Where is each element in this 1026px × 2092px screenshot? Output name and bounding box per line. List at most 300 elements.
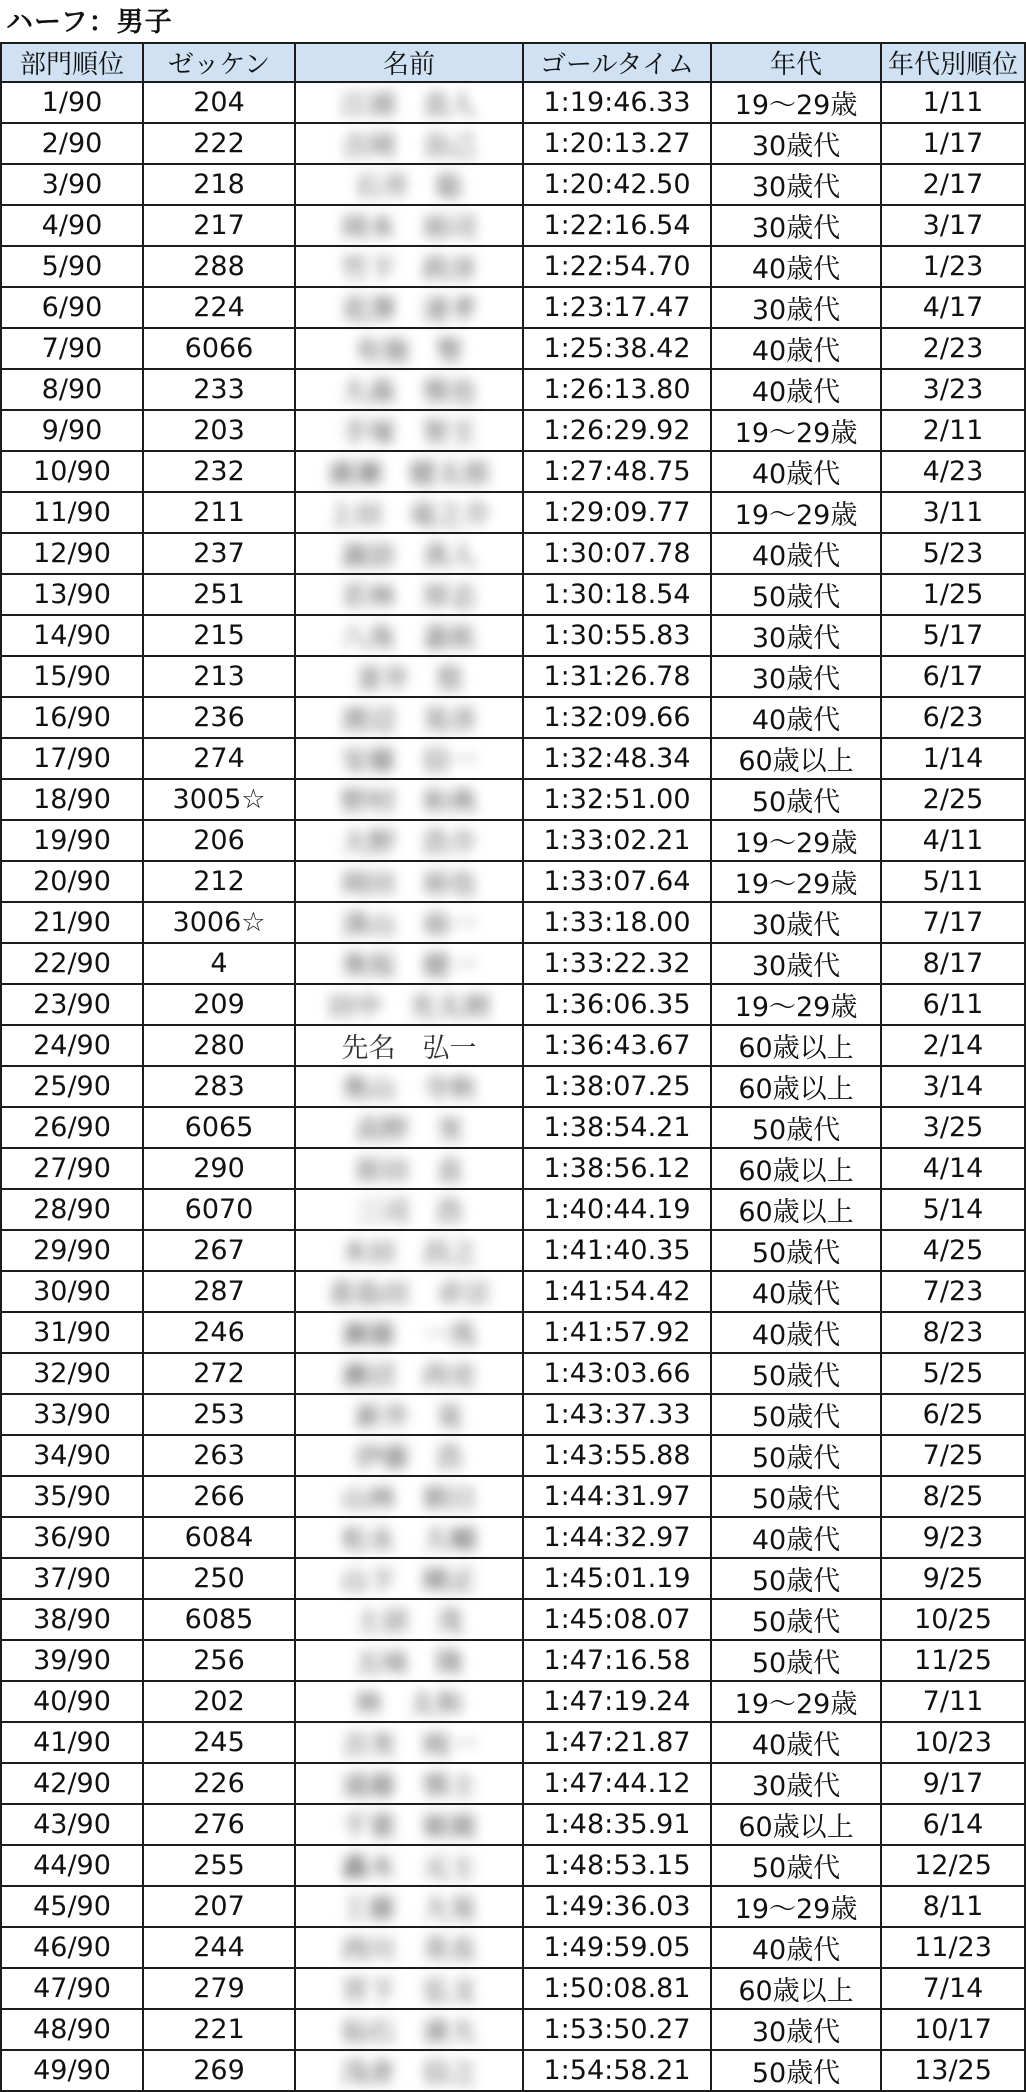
runner-name: 原田 直 (355, 1156, 463, 1187)
cell-age-rank: 3/23 (881, 369, 1025, 410)
cell-age-group: 50歳代 (711, 1640, 881, 1681)
cell-bib: 217 (143, 205, 295, 246)
runner-name: 遠藤 慎士 (341, 1771, 477, 1802)
cell-rank: 38/90 (1, 1599, 143, 1640)
table-row (1, 1107, 1025, 1148)
runner-name: 伊藤 浩 (355, 1443, 463, 1474)
cell-bib: 274 (143, 738, 295, 779)
cell-age-group: 50歳代 (711, 1558, 881, 1599)
table-row (1, 287, 1025, 328)
cell-goal-time: 1:33:02.21 (523, 820, 711, 861)
cell-age-group: 40歳代 (711, 246, 881, 287)
cell-age-group: 40歳代 (711, 451, 881, 492)
cell-age-group: 50歳代 (711, 1394, 881, 1435)
header-age-group: 年代 (711, 43, 881, 82)
cell-age-rank: 5/25 (881, 1353, 1025, 1394)
table-row (1, 1558, 1025, 1599)
table-row (1, 82, 1025, 123)
cell-goal-time: 1:45:08.07 (523, 1599, 711, 1640)
cell-goal-time: 1:27:48.75 (523, 451, 711, 492)
cell-age-group: 40歳代 (711, 697, 881, 738)
runner-name: 岡田 裕也 (341, 869, 477, 900)
cell-name (295, 984, 523, 1025)
cell-age-rank: 4/11 (881, 820, 1025, 861)
cell-age-rank: 8/23 (881, 1312, 1025, 1353)
cell-goal-time: 1:38:56.12 (523, 1148, 711, 1189)
cell-age-rank: 1/25 (881, 574, 1025, 615)
cell-name (295, 410, 523, 451)
cell-rank: 28/90 (1, 1189, 143, 1230)
cell-name (295, 1722, 523, 1763)
cell-bib: 288 (143, 246, 295, 287)
table-row (1, 492, 1025, 533)
cell-goal-time: 1:20:13.27 (523, 123, 711, 164)
cell-bib: 256 (143, 1640, 295, 1681)
cell-bib: 224 (143, 287, 295, 328)
cell-bib: 215 (143, 615, 295, 656)
cell-goal-time: 1:48:53.15 (523, 1845, 711, 1886)
cell-age-rank: 2/11 (881, 410, 1025, 451)
table-row (1, 738, 1025, 779)
cell-name (295, 369, 523, 410)
cell-age-group: 50歳代 (711, 574, 881, 615)
cell-rank: 42/90 (1, 1763, 143, 1804)
cell-age-rank: 5/14 (881, 1189, 1025, 1230)
cell-rank: 19/90 (1, 820, 143, 861)
table-row (1, 574, 1025, 615)
table-row (1, 2009, 1025, 2050)
cell-rank: 14/90 (1, 615, 143, 656)
cell-age-rank: 4/25 (881, 1230, 1025, 1271)
cell-name (295, 1599, 523, 1640)
cell-name (295, 328, 523, 369)
cell-name (295, 123, 523, 164)
runner-name: 若林 厚志 (341, 582, 477, 613)
cell-name (295, 492, 523, 533)
cell-age-group: 60歳以上 (711, 1189, 881, 1230)
cell-rank: 29/90 (1, 1230, 143, 1271)
cell-age-group: 50歳代 (711, 1599, 881, 1640)
cell-bib: 283 (143, 1066, 295, 1107)
cell-name (295, 451, 523, 492)
runner-name: 手塚 智王 (341, 418, 477, 449)
cell-name (295, 2050, 523, 2091)
cell-goal-time: 1:48:35.91 (523, 1804, 711, 1845)
cell-age-rank: 7/25 (881, 1435, 1025, 1476)
header-bib: ゼッケン (143, 43, 295, 82)
runner-name: 廣瀬 健太郎 (328, 459, 490, 490)
table-row (1, 1025, 1025, 1066)
runner-name: 花澤 達孝 (341, 295, 477, 326)
cell-age-group: 40歳代 (711, 369, 881, 410)
cell-rank: 36/90 (1, 1517, 143, 1558)
cell-bib: 218 (143, 164, 295, 205)
cell-rank: 40/90 (1, 1681, 143, 1722)
cell-goal-time: 1:32:51.00 (523, 779, 711, 820)
table-row (1, 1681, 1025, 1722)
cell-age-group: 30歳代 (711, 1763, 881, 1804)
cell-name (295, 902, 523, 943)
runner-name: 轟木 元士 (341, 1853, 477, 1884)
table-row (1, 1230, 1025, 1271)
runner-name: 八角 嘉紘 (341, 623, 477, 654)
page-title: ハーフ：男子 (6, 7, 173, 38)
cell-age-group: 30歳代 (711, 123, 881, 164)
cell-goal-time: 1:33:18.00 (523, 902, 711, 943)
cell-age-rank: 5/17 (881, 615, 1025, 656)
cell-rank: 49/90 (1, 2050, 143, 2091)
cell-goal-time: 1:32:09.66 (523, 697, 711, 738)
header-rank: 部門順位 (1, 43, 143, 82)
cell-bib: 222 (143, 123, 295, 164)
runner-name: 高野 実 (355, 1115, 463, 1146)
results-table (0, 42, 1026, 2092)
table-row (1, 779, 1025, 820)
cell-age-rank: 4/14 (881, 1148, 1025, 1189)
table-row (1, 1148, 1025, 1189)
cell-goal-time: 1:22:54.70 (523, 246, 711, 287)
cell-rank: 4/90 (1, 205, 143, 246)
runner-name: 工藤 大晃 (341, 1894, 477, 1925)
cell-age-group: 60歳以上 (711, 1066, 881, 1107)
cell-name (295, 2009, 523, 2050)
cell-age-rank: 6/17 (881, 656, 1025, 697)
runner-name: 新井 晃 (355, 1402, 463, 1433)
cell-goal-time: 1:36:43.67 (523, 1025, 711, 1066)
cell-bib: 255 (143, 1845, 295, 1886)
cell-age-group: 60歳以上 (711, 738, 881, 779)
cell-goal-time: 1:19:46.33 (523, 82, 711, 123)
cell-age-group: 19〜29歳 (711, 1886, 881, 1927)
cell-bib: 211 (143, 492, 295, 533)
runner-name: 喜島田 卓宗 (328, 1279, 490, 1310)
cell-bib: 204 (143, 82, 295, 123)
cell-age-rank: 6/11 (881, 984, 1025, 1025)
cell-age-rank: 8/25 (881, 1476, 1025, 1517)
table-row (1, 1968, 1025, 2009)
table-row (1, 1517, 1025, 1558)
table-row (1, 943, 1025, 984)
cell-bib: 207 (143, 1886, 295, 1927)
cell-name (295, 533, 523, 574)
cell-goal-time: 1:54:58.21 (523, 2050, 711, 2091)
cell-age-rank: 4/23 (881, 451, 1025, 492)
cell-goal-time: 1:29:09.77 (523, 492, 711, 533)
cell-bib: 253 (143, 1394, 295, 1435)
cell-name (295, 1476, 523, 1517)
cell-goal-time: 1:25:38.42 (523, 328, 711, 369)
cell-age-rank: 4/17 (881, 287, 1025, 328)
cell-rank: 17/90 (1, 738, 143, 779)
header-age-rank: 年代別順位 (881, 43, 1025, 82)
cell-goal-time: 1:31:26.78 (523, 656, 711, 697)
cell-name (295, 1681, 523, 1722)
cell-bib: 3005☆ (143, 779, 295, 820)
cell-rank: 20/90 (1, 861, 143, 902)
table-row (1, 2050, 1025, 2091)
runner-name: 千葉 敏親 (341, 1812, 477, 1843)
table-row (1, 1763, 1025, 1804)
cell-age-rank: 10/17 (881, 2009, 1025, 2050)
cell-age-rank: 1/14 (881, 738, 1025, 779)
cell-goal-time: 1:50:08.81 (523, 1968, 711, 2009)
cell-rank: 22/90 (1, 943, 143, 984)
cell-age-group: 60歳以上 (711, 1968, 881, 2009)
table-row (1, 1476, 1025, 1517)
runner-name: 岡本 裕司 (341, 213, 477, 244)
runner-name: 山下 剛正 (341, 1566, 477, 1597)
runner-name: 木田 昌之 (341, 1238, 477, 1269)
cell-name (295, 246, 523, 287)
cell-name (295, 1927, 523, 1968)
cell-age-rank: 7/23 (881, 1271, 1025, 1312)
cell-rank: 7/90 (1, 328, 143, 369)
cell-bib: 269 (143, 2050, 295, 2091)
runner-name: 五味 隆 (355, 1648, 463, 1679)
cell-rank: 23/90 (1, 984, 143, 1025)
cell-bib: 6066 (143, 328, 295, 369)
cell-age-rank: 13/25 (881, 2050, 1025, 2091)
cell-bib: 232 (143, 451, 295, 492)
cell-age-group: 19〜29歳 (711, 82, 881, 123)
cell-rank: 12/90 (1, 533, 143, 574)
cell-age-group: 40歳代 (711, 533, 881, 574)
cell-goal-time: 1:41:54.42 (523, 1271, 711, 1312)
cell-age-group: 50歳代 (711, 1845, 881, 1886)
cell-age-rank: 3/25 (881, 1107, 1025, 1148)
cell-age-rank: 2/14 (881, 1025, 1025, 1066)
table-row (1, 1599, 1025, 1640)
cell-goal-time: 1:45:01.19 (523, 1558, 711, 1599)
cell-age-rank: 6/25 (881, 1394, 1025, 1435)
cell-goal-time: 1:32:48.34 (523, 738, 711, 779)
cell-name (295, 1394, 523, 1435)
cell-name (295, 574, 523, 615)
cell-goal-time: 1:53:50.27 (523, 2009, 711, 2050)
cell-age-rank: 2/23 (881, 328, 1025, 369)
table-row (1, 1189, 1025, 1230)
cell-goal-time: 1:30:55.83 (523, 615, 711, 656)
table-row (1, 656, 1025, 697)
runner-name: 瀬藤 一馬 (341, 1320, 477, 1351)
cell-name (295, 1025, 523, 1066)
cell-age-group: 30歳代 (711, 902, 881, 943)
cell-name (295, 1845, 523, 1886)
cell-name (295, 1763, 523, 1804)
cell-age-rank: 3/11 (881, 492, 1025, 533)
cell-goal-time: 1:38:07.25 (523, 1066, 711, 1107)
cell-bib: 233 (143, 369, 295, 410)
cell-bib: 244 (143, 1927, 295, 1968)
cell-goal-time: 1:41:40.35 (523, 1230, 711, 1271)
results-body (1, 82, 1025, 2091)
cell-age-group: 50歳代 (711, 1230, 881, 1271)
header-time: ゴールタイム (523, 43, 711, 82)
cell-age-rank: 10/25 (881, 1599, 1025, 1640)
cell-rank: 27/90 (1, 1148, 143, 1189)
runner-name: 瀬沼 尚史 (341, 1361, 477, 1392)
cell-goal-time: 1:36:06.35 (523, 984, 711, 1025)
table-row (1, 1640, 1025, 1681)
cell-goal-time: 1:26:29.92 (523, 410, 711, 451)
table-row (1, 410, 1025, 451)
cell-goal-time: 1:44:32.97 (523, 1517, 711, 1558)
cell-age-group: 50歳代 (711, 1353, 881, 1394)
cell-name (295, 1558, 523, 1599)
cell-name (295, 1640, 523, 1681)
cell-goal-time: 1:44:31.97 (523, 1476, 711, 1517)
cell-name (295, 1886, 523, 1927)
cell-rank: 35/90 (1, 1476, 143, 1517)
cell-rank: 13/90 (1, 574, 143, 615)
runner-name: 安藤 信一 (341, 746, 477, 777)
cell-goal-time: 1:33:22.32 (523, 943, 711, 984)
cell-age-rank: 7/11 (881, 1681, 1025, 1722)
cell-name (295, 779, 523, 820)
cell-age-group: 19〜29歳 (711, 984, 881, 1025)
cell-rank: 25/90 (1, 1066, 143, 1107)
cell-name (295, 1230, 523, 1271)
cell-age-group: 60歳以上 (711, 1804, 881, 1845)
cell-age-group: 50歳代 (711, 2050, 881, 2091)
table-row (1, 1312, 1025, 1353)
cell-age-group: 40歳代 (711, 1312, 881, 1353)
cell-bib: 6070 (143, 1189, 295, 1230)
cell-goal-time: 1:47:16.58 (523, 1640, 711, 1681)
cell-age-group: 60歳以上 (711, 1025, 881, 1066)
cell-rank: 45/90 (1, 1886, 143, 1927)
cell-name (295, 164, 523, 205)
cell-age-rank: 6/14 (881, 1804, 1025, 1845)
runner-name: 土居 茂 (355, 1607, 463, 1638)
cell-bib: 212 (143, 861, 295, 902)
cell-name (295, 287, 523, 328)
cell-bib: 226 (143, 1763, 295, 1804)
cell-name (295, 1312, 523, 1353)
cell-age-rank: 7/14 (881, 1968, 1025, 2009)
cell-bib: 279 (143, 1968, 295, 2009)
cell-age-rank: 1/11 (881, 82, 1025, 123)
cell-bib: 263 (143, 1435, 295, 1476)
cell-bib: 6084 (143, 1517, 295, 1558)
cell-bib: 3006☆ (143, 902, 295, 943)
cell-bib: 251 (143, 574, 295, 615)
cell-age-group: 19〜29歳 (711, 861, 881, 902)
cell-name (295, 205, 523, 246)
cell-age-group: 60歳以上 (711, 1148, 881, 1189)
cell-goal-time: 1:38:54.21 (523, 1107, 711, 1148)
cell-goal-time: 1:30:18.54 (523, 574, 711, 615)
cell-goal-time: 1:26:13.80 (523, 369, 711, 410)
table-row (1, 1066, 1025, 1107)
runner-name: 渡辺 晃彦 (341, 705, 477, 736)
cell-age-rank: 9/17 (881, 1763, 1025, 1804)
runner-name: 吉実 純一 (341, 1730, 477, 1761)
cell-rank: 21/90 (1, 902, 143, 943)
cell-goal-time: 1:40:44.19 (523, 1189, 711, 1230)
cell-age-group: 50歳代 (711, 1435, 881, 1476)
cell-rank: 8/90 (1, 369, 143, 410)
cell-goal-time: 1:22:16.54 (523, 205, 711, 246)
cell-age-rank: 12/25 (881, 1845, 1025, 1886)
cell-rank: 18/90 (1, 779, 143, 820)
cell-rank: 3/90 (1, 164, 143, 205)
cell-bib: 6065 (143, 1107, 295, 1148)
cell-goal-time: 1:47:19.24 (523, 1681, 711, 1722)
cell-rank: 2/90 (1, 123, 143, 164)
cell-name (295, 615, 523, 656)
cell-bib: 246 (143, 1312, 295, 1353)
cell-age-group: 19〜29歳 (711, 1681, 881, 1722)
cell-age-group: 30歳代 (711, 205, 881, 246)
cell-age-rank: 11/25 (881, 1640, 1025, 1681)
cell-goal-time: 1:43:37.33 (523, 1394, 711, 1435)
cell-age-rank: 1/23 (881, 246, 1025, 287)
cell-rank: 32/90 (1, 1353, 143, 1394)
cell-age-group: 30歳代 (711, 287, 881, 328)
cell-age-rank: 2/25 (881, 779, 1025, 820)
cell-age-group: 30歳代 (711, 656, 881, 697)
cell-name (295, 1107, 523, 1148)
cell-bib: 267 (143, 1230, 295, 1271)
runner-name: 竹下 政彦 (341, 254, 477, 285)
cell-goal-time: 1:49:36.03 (523, 1886, 711, 1927)
runner-name: 野村 和典 (341, 787, 477, 818)
cell-age-group: 30歳代 (711, 164, 881, 205)
cell-age-group: 40歳代 (711, 1517, 881, 1558)
cell-bib: 236 (143, 697, 295, 738)
table-row (1, 1845, 1025, 1886)
cell-age-rank: 9/23 (881, 1517, 1025, 1558)
runner-name: 宮下 弘文 (341, 1976, 477, 2007)
cell-rank: 34/90 (1, 1435, 143, 1476)
cell-rank: 31/90 (1, 1312, 143, 1353)
cell-age-group: 30歳代 (711, 615, 881, 656)
cell-rank: 43/90 (1, 1804, 143, 1845)
runner-name: 先名 弘一 (341, 1033, 477, 1064)
table-row (1, 1353, 1025, 1394)
cell-bib: 203 (143, 410, 295, 451)
runner-name: 石井 聡 (355, 172, 463, 203)
runner-name: 上田 竜之介 (328, 500, 490, 531)
cell-name (295, 1353, 523, 1394)
cell-rank: 10/90 (1, 451, 143, 492)
cell-age-rank: 5/23 (881, 533, 1025, 574)
cell-bib: 276 (143, 1804, 295, 1845)
table-row (1, 533, 1025, 574)
runner-name: 湊山 裕一 (341, 910, 477, 941)
cell-bib: 237 (143, 533, 295, 574)
cell-rank: 33/90 (1, 1394, 143, 1435)
table-row (1, 615, 1025, 656)
cell-age-rank: 11/23 (881, 1927, 1025, 1968)
cell-goal-time: 1:23:17.47 (523, 287, 711, 328)
runner-name: 松永 大輔 (341, 1525, 477, 1556)
cell-age-group: 30歳代 (711, 943, 881, 984)
runner-name: 浅倉 信之 (341, 2058, 477, 2089)
table-row (1, 984, 1025, 1025)
runner-name: 江頭 直人 (341, 90, 477, 121)
cell-age-group: 40歳代 (711, 1722, 881, 1763)
runner-name: 諏訪 真人 (341, 541, 477, 572)
cell-bib: 206 (143, 820, 295, 861)
cell-bib: 287 (143, 1271, 295, 1312)
cell-rank: 44/90 (1, 1845, 143, 1886)
cell-name (295, 738, 523, 779)
runner-name: 大野 浩介 (341, 828, 477, 859)
cell-name (295, 697, 523, 738)
runner-name: 林 太和 (355, 1689, 463, 1720)
